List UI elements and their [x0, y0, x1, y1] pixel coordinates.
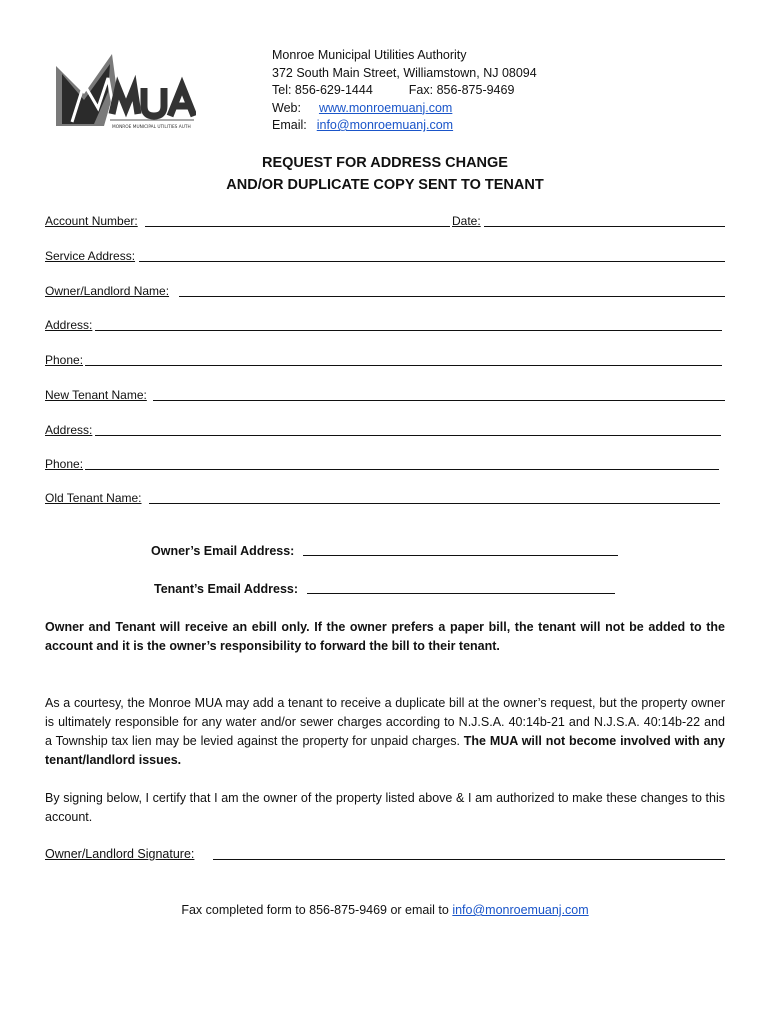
courtesy-paragraph	[45, 694, 725, 770]
new-tenant-name-field[interactable]	[45, 388, 725, 402]
date-label: Date:	[452, 214, 481, 228]
org-contact-block	[272, 47, 537, 135]
owner-address-label: Address:	[45, 318, 93, 332]
owner-email-field[interactable]	[151, 544, 618, 558]
owner-phone-label: Phone:	[45, 353, 84, 367]
account-number-label: Account Number:	[45, 214, 138, 228]
signature-label: Owner/Landlord Signature:	[45, 847, 195, 861]
mua-logo	[54, 44, 196, 132]
tenant-email-label: Tenant’s Email Address:	[154, 582, 299, 596]
tenant-phone-label: Phone:	[45, 457, 84, 471]
ebill-notice: Owner and Tenant will receive an ebill only. If the owner prefers a paper bill, the tenant will not be added to the account and it is the owner’s responsibility to forward the bill to their tenant.	[45, 620, 725, 653]
form-title-line2: AND/OR DUPLICATE COPY SENT TO TENANT	[226, 177, 544, 193]
org-phone-fax	[272, 82, 537, 100]
org-web	[272, 100, 537, 118]
footer-email-link[interactable]: info@monroemuanj.com	[452, 903, 589, 917]
org-tel: Tel: 856-629-1444	[272, 83, 373, 97]
courtesy-text: As a courtesy, the Monroe MUA may add a tenant to receive a duplicate bill at the owner’s request, but the property owner is ultimately responsible for any water and/or sewer charges according to N.J.S.A. 40:14b-21 and N.J.S.A. 40:14b-22 and a Township tax lien may be levied against the property for unpaid charges.	[45, 696, 725, 748]
courtesy-bold: The MUA will not become involved with any tenant/landlord issues.	[45, 734, 725, 767]
new-tenant-name-label: New Tenant Name:	[45, 388, 147, 402]
old-tenant-name-label: Old Tenant Name:	[45, 491, 142, 505]
old-tenant-name-field[interactable]	[45, 491, 720, 505]
footer-text: Fax completed form to 856-875-9469 or email to	[181, 903, 453, 917]
org-address: 372 South Main Street, Williamstown, NJ 08094	[272, 65, 537, 80]
form-title-line1: REQUEST FOR ADDRESS CHANGE	[262, 155, 508, 171]
tenant-address-label: Address:	[45, 423, 93, 437]
owner-email-label: Owner’s Email Address:	[151, 544, 295, 558]
org-fax: Fax: 856-875-9469	[408, 83, 515, 97]
web-label: Web:	[272, 100, 301, 115]
web-link[interactable]: www.monroemuanj.com	[318, 100, 453, 115]
service-address-label: Service Address:	[45, 249, 136, 263]
tenant-email-field[interactable]	[154, 582, 615, 596]
certify-paragraph: By signing below, I certify that I am the owner of the property listed above & I am authorized to make these changes to this account.	[45, 791, 725, 824]
owner-name-label: Owner/Landlord Name:	[45, 284, 170, 298]
owner-address-field[interactable]	[45, 318, 722, 332]
footer-instructions	[0, 903, 770, 917]
email-link[interactable]: info@monroemuanj.com	[316, 118, 454, 132]
tenant-phone-field[interactable]	[45, 457, 719, 471]
account-number-field[interactable]	[45, 214, 450, 228]
org-name: Monroe Municipal Utilities Authority	[272, 48, 467, 62]
form-title	[0, 152, 770, 196]
signature-field[interactable]	[45, 847, 725, 861]
tenant-address-field[interactable]	[45, 423, 721, 437]
org-email	[272, 117, 537, 135]
email-label: Email:	[272, 118, 307, 132]
logo-caption: MONROE MUNICIPAL UTILITIES AUTH	[112, 125, 191, 130]
service-address-field[interactable]	[45, 249, 725, 263]
owner-name-field[interactable]	[45, 284, 725, 298]
owner-phone-field[interactable]	[45, 353, 722, 367]
date-field[interactable]	[452, 214, 725, 228]
